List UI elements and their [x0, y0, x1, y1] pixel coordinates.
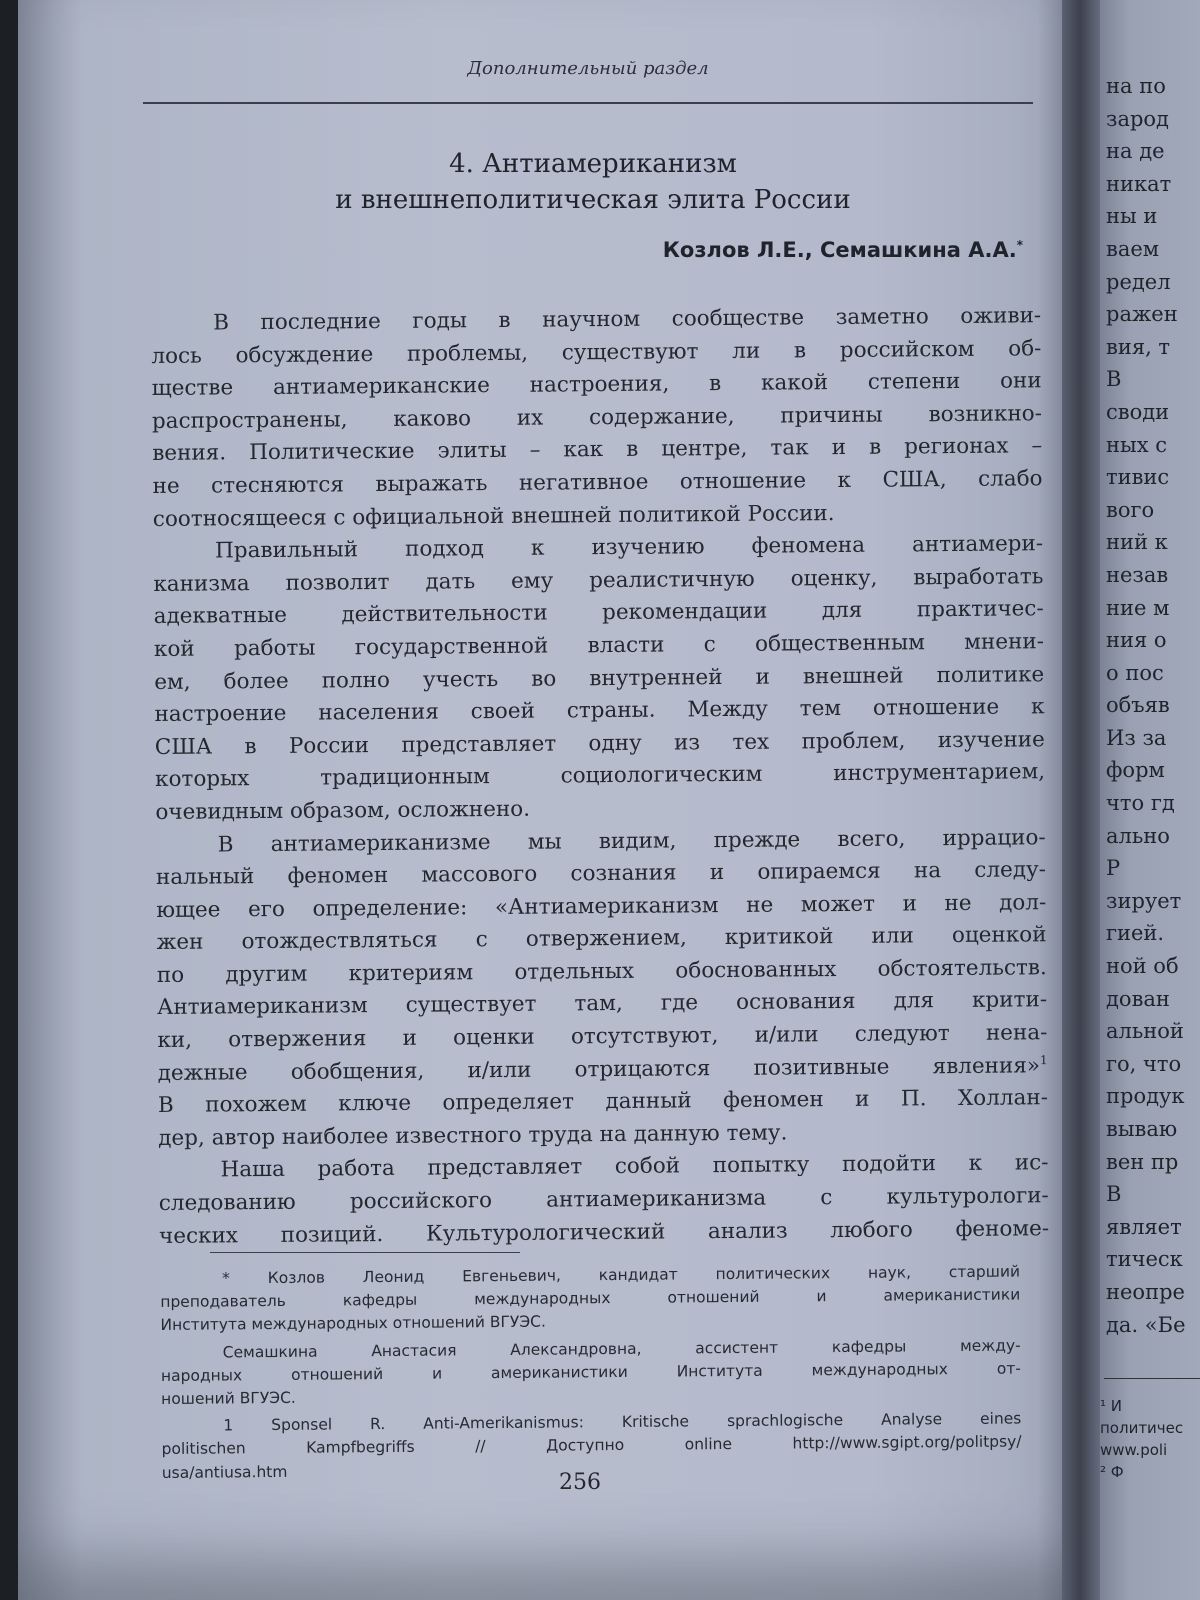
text-line: дежные обобщения, и/или отрицаются позитивные явления» — [157, 1052, 1041, 1086]
right-page-footnote-line: ¹ И — [1100, 1397, 1123, 1415]
text-line: адекватные действительности рекомендации для практичес- — [153, 596, 1044, 630]
footnote-line: преподаватель кафедры международных отношений и американистики — [160, 1285, 1021, 1312]
right-page-line: что гд — [1106, 791, 1175, 816]
right-page-line: ны и — [1106, 204, 1158, 229]
book-gutter — [1062, 0, 1102, 1600]
right-page-line: объяв — [1106, 693, 1170, 718]
footnotes — [160, 1260, 1022, 1488]
text-line: настроение населения своей страны. Между тем отношение к — [154, 694, 1045, 728]
right-page-line: ние м — [1106, 595, 1170, 620]
right-page-line: о пос — [1106, 660, 1164, 685]
right-footnote-rule — [1104, 1378, 1200, 1379]
right-page-line: вия, т — [1106, 334, 1171, 359]
page-number: 256 — [559, 1470, 601, 1495]
right-page-line: ных с — [1106, 432, 1167, 457]
right-page-line: никат — [1106, 171, 1172, 196]
right-page-line: зарод — [1106, 106, 1169, 131]
text-line: Правильный подход к изучению феномена антиамери- — [215, 531, 1044, 564]
right-page-line: вого — [1106, 497, 1155, 522]
authors-names: Козлов Л.Е., Семашкина А.А. — [662, 238, 1017, 262]
text-line: Антиамериканизм существует там, где основания для крити- — [156, 987, 1048, 1021]
right-page-line: да. «Бе — [1106, 1312, 1186, 1337]
title-line: 4. Антиамериканизм — [449, 149, 737, 179]
text-line: лось обсуждение проблемы, существуют ли в российском об- — [151, 335, 1042, 369]
right-page-line: го, что — [1106, 1051, 1182, 1076]
text-line: по другим критериям отдельных обоснованных обстоятельств. — [156, 955, 1047, 988]
footnote-line: 1 Sponsel R. Anti-Amerikanismus: Kritische sprachlogische Analyse eines — [223, 1409, 1022, 1435]
text-line: дер, автор наиболее известного труда на данную тему. — [158, 1120, 788, 1151]
footnote-line: Семашкина Анастасия Александровна, ассистент кафедры между- — [222, 1336, 1021, 1362]
text-line: В антиамериканизме мы видим, прежде всего, иррацио- — [217, 824, 1046, 857]
right-page-line: тическ — [1106, 1247, 1183, 1272]
text-line: распространены, каково их содержание, причины возникно- — [151, 401, 1043, 434]
text-line: ческих позиций. Культурологический анализ любого феноме- — [158, 1215, 1050, 1249]
right-page-line: В — [1106, 367, 1122, 392]
footnote-line: Института международных отношений ВГУЭС. — [160, 1313, 546, 1335]
right-page-line: являет — [1106, 1214, 1182, 1239]
right-page-line: ной об — [1106, 954, 1179, 979]
text-line: В последние годы в научном сообществе заметно оживи- — [213, 303, 1042, 336]
right-page-line: вен пр — [1106, 1149, 1179, 1174]
authors-footnote-mark: * — [1016, 238, 1023, 252]
title-line: и внешнеполитическая элита России — [335, 185, 851, 215]
right-page-line: тивис — [1106, 465, 1170, 490]
right-page-line: редел — [1106, 269, 1171, 294]
footnote-line: * Козлов Леонид Евгеньевич, кандидат политических наук, старший — [222, 1262, 1021, 1288]
text-line: соотносящееся с официальной внешней политикой России. — [152, 500, 835, 532]
footnote-line: ношений ВГУЭС. — [161, 1388, 296, 1408]
right-page-line: Из за — [1106, 725, 1167, 750]
right-page-line: на по — [1106, 74, 1166, 98]
text-line: ки, отвержения и оценки отсутствуют, и/или следуют нена- — [157, 1020, 1048, 1054]
text-line: жен отождествляться с отвержением, критикой или оценкой — [156, 922, 1047, 956]
footnote-line: народных отношений и американистики Института международных от- — [160, 1359, 1021, 1385]
right-page-footnote-line: ² Ф — [1100, 1463, 1124, 1481]
right-page-line: Р — [1106, 856, 1121, 881]
text-line: нальный феномен массового сознания и опираемся на следу- — [155, 857, 1047, 891]
header-rule — [143, 102, 1033, 104]
right-page-line: продук — [1106, 1084, 1185, 1109]
right-page-line: своди — [1106, 399, 1170, 424]
right-page-line: ваем — [1106, 236, 1160, 261]
text-line: канизма позволит дать ему реалистичную оценку, выработать — [153, 563, 1044, 597]
footnote-author-2 — [161, 1334, 1022, 1411]
text-line: США в России представляет одну из тех проблем, изучение — [154, 726, 1045, 760]
text-line: не стесняются выражать негативное отношение к США, слабо — [152, 466, 1043, 499]
right-page-line: гией. — [1106, 921, 1165, 946]
body-text — [151, 300, 1049, 1253]
right-page-line: незав — [1106, 562, 1169, 587]
text-line: вения. Политические элиты – как в центре, так и в регионах – — [152, 433, 1043, 467]
authors — [168, 238, 1023, 262]
right-page-line: дован — [1106, 986, 1170, 1011]
right-page-line: ально — [1106, 823, 1170, 848]
right-page-text — [1106, 70, 1200, 1341]
footnote-author-1 — [160, 1260, 1021, 1337]
text-line: следованию российского антиамериканизма с культурологи- — [158, 1183, 1049, 1216]
text-line: которых традиционным социологическим инструментарием, — [155, 759, 1046, 793]
right-page-line: альной — [1106, 1019, 1184, 1044]
right-page-footnote-line: www.poli — [1100, 1441, 1168, 1459]
right-page-line: зирует — [1106, 888, 1182, 913]
text-line: ющее его определение: «Антиамериканизм не может и не дол- — [156, 889, 1047, 923]
text-line: кой работы государственной власти с общественным мнени- — [153, 629, 1045, 662]
right-page-fragment — [1100, 0, 1200, 1600]
right-page-footnotes — [1100, 1395, 1200, 1483]
text-line: В похожем ключе определяет данный феномен и П. Холлан- — [157, 1085, 1049, 1119]
article-title — [168, 146, 1018, 218]
running-head: Дополнительный раздел — [467, 58, 709, 79]
text-line: ществе антиамериканские настроения, в какой степени они — [151, 368, 1042, 402]
right-page-line: ния о — [1106, 628, 1167, 653]
footnote-rule — [210, 1252, 520, 1253]
right-page-line: вываю — [1106, 1117, 1178, 1141]
right-page-line: В — [1106, 1182, 1122, 1207]
footnote-line: politischen Kampfbegriffs // Доступно online http://www.sgipt.org/politpsy/ — [161, 1432, 1022, 1459]
text-line: Наша работа представляет собой попытку подойти к ис- — [220, 1150, 1049, 1183]
right-page-footnote-line: политичес — [1100, 1419, 1184, 1437]
text-line: ем, более полно учесть во внутренней и внешней политике — [154, 661, 1045, 695]
right-page-line: форм — [1106, 758, 1165, 783]
footnote-line: usa/antiusa.htm — [161, 1462, 288, 1482]
footnote-ref: 1 — [1039, 1052, 1048, 1067]
right-page-line: ражен — [1106, 302, 1178, 327]
right-page-line: неопре — [1106, 1279, 1185, 1304]
right-page-line: ний к — [1106, 530, 1168, 555]
text-line: очевидным образом, осложнено. — [155, 796, 531, 825]
right-page-line: на де — [1106, 139, 1165, 164]
